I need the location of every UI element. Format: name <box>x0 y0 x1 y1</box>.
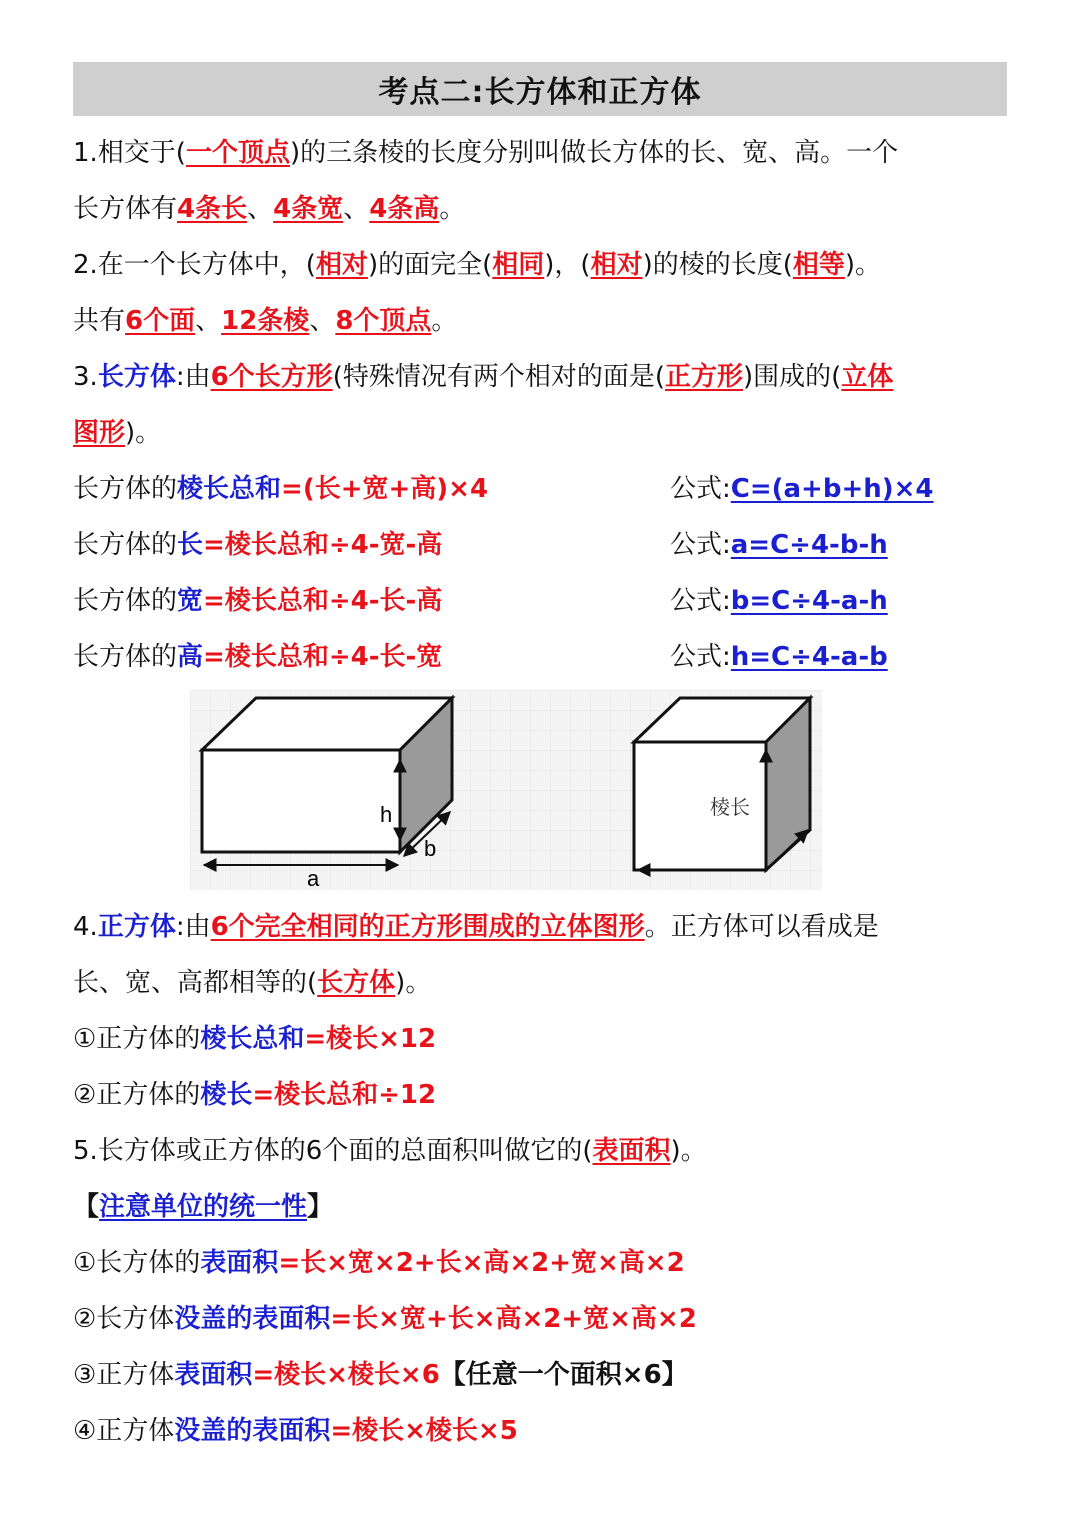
expression: 棱长总和÷4-宽-高 <box>224 530 443 560</box>
expression: 棱长总和÷4-长-宽 <box>224 642 443 672</box>
text: = <box>281 474 303 504</box>
term: 棱长总和 <box>177 474 282 504</box>
text: 共有 <box>73 306 126 336</box>
text: 长、宽、高都相等的( <box>73 968 318 998</box>
answer-surface-area: 表面积 <box>592 1136 671 1166</box>
answer: 相对 <box>315 250 368 280</box>
expression: (长+宽+高)×4 <box>302 474 489 504</box>
text: )。 <box>670 1136 707 1166</box>
section-title-text: 考点二:长方体和正方体 <box>378 75 702 110</box>
text: 长方体的 <box>73 530 178 560</box>
formula-label: 公式: <box>670 474 731 504</box>
answer: 相对 <box>590 250 643 280</box>
answer: 正方形 <box>664 362 743 392</box>
formula-text: h=C÷4-a-b <box>730 642 888 672</box>
remark: 【任意一个面积×6】 <box>439 1360 688 1390</box>
term: 表面积 <box>174 1360 253 1390</box>
text: ②正方体的 <box>73 1080 201 1110</box>
point-4-line-2 <box>73 963 431 1003</box>
answer: 相同 <box>492 250 545 280</box>
answer: 6个长方形 <box>210 362 333 392</box>
expression: 棱长总和÷12 <box>274 1080 437 1110</box>
text: = <box>203 530 225 560</box>
answer-length-count: 4条长 <box>177 194 248 224</box>
answer-width-count: 4条宽 <box>273 194 344 224</box>
answer: 图形 <box>73 418 126 448</box>
point-1-line-2 <box>73 189 465 229</box>
term: 没盖的表面积 <box>174 1304 331 1334</box>
text: )的面完全( <box>367 250 493 280</box>
formula-row <box>73 581 442 621</box>
text: 。 <box>439 194 466 224</box>
bracket: 【 <box>73 1192 100 1222</box>
text: 、 <box>309 306 336 336</box>
formula-row <box>73 525 442 565</box>
formula-text: b=C÷4-a-h <box>730 586 888 616</box>
text: 2.在一个长方体中，( <box>73 250 316 280</box>
label-a: a <box>307 866 320 890</box>
bracket: 】 <box>307 1192 334 1222</box>
term: 棱长总和 <box>200 1024 305 1054</box>
formula-symbolic <box>670 469 934 509</box>
text: 3. <box>73 362 98 392</box>
surface-rule-4 <box>73 1411 518 1451</box>
term: 表面积 <box>200 1248 279 1278</box>
text: 。正方体可以看成是 <box>644 912 879 942</box>
expression: 棱长×棱长×5 <box>352 1416 518 1446</box>
cuboid-front-face <box>202 750 400 852</box>
text: ④正方体 <box>73 1416 175 1446</box>
formula-row <box>73 469 488 509</box>
answer: 6个面 <box>125 306 196 336</box>
text: 长方体的 <box>73 586 178 616</box>
text: (特殊情况有两个相对的面是( <box>332 362 665 392</box>
point-4-line-1 <box>73 907 879 947</box>
unit-note <box>73 1187 333 1227</box>
point-2-line-1 <box>73 245 881 285</box>
surface-rule-3 <box>73 1355 688 1395</box>
text: 长方体的 <box>73 642 178 672</box>
formula-label: 公式: <box>670 586 731 616</box>
text: )围成的( <box>743 362 842 392</box>
text: = <box>330 1304 353 1334</box>
answer-vertex: 一个顶点 <box>185 138 290 168</box>
label-h: h <box>380 802 393 827</box>
text: )，( <box>544 250 591 280</box>
term: 宽 <box>177 586 204 616</box>
point-5 <box>73 1131 707 1171</box>
term: 高 <box>177 642 204 672</box>
answer: 立体 <box>841 362 894 392</box>
text: 1.相交于( <box>73 138 186 168</box>
term: 没盖的表面积 <box>174 1416 331 1446</box>
label-b: b <box>424 836 437 861</box>
expression: 棱长×棱长×6 <box>274 1360 440 1390</box>
expression: 长×宽×2+长×高×2+宽×高×2 <box>300 1248 685 1278</box>
point-2-line-2 <box>73 301 457 341</box>
answer: 8个顶点 <box>335 306 432 336</box>
text: = <box>304 1024 327 1054</box>
term: 长 <box>177 530 204 560</box>
text: = <box>203 586 225 616</box>
formula-label: 公式: <box>670 642 731 672</box>
term-cube: 正方体 <box>97 912 176 942</box>
point-3-line-2 <box>73 413 161 453</box>
label-edge-length: 棱长 <box>710 795 750 819</box>
answer: 长方体 <box>317 968 396 998</box>
term: 棱长 <box>200 1080 253 1110</box>
answer: 相等 <box>792 250 845 280</box>
text: ①长方体的 <box>73 1248 201 1278</box>
formula-symbolic <box>670 525 888 565</box>
text: ①正方体的 <box>73 1024 201 1054</box>
text: 长方体的 <box>73 474 178 504</box>
text: )的棱的长度( <box>642 250 793 280</box>
text: 长方体有 <box>73 194 178 224</box>
cube-edge-sum-rule <box>73 1019 436 1059</box>
text: )。 <box>395 968 432 998</box>
text: = <box>203 642 225 672</box>
answer-height-count: 4条高 <box>369 194 440 224</box>
answer: 12条棱 <box>221 306 310 336</box>
text: ③正方体 <box>73 1360 175 1390</box>
formula-symbolic <box>670 637 888 677</box>
cube-drawing <box>634 698 810 870</box>
formula-row <box>73 637 442 677</box>
text: :由 <box>175 362 211 392</box>
expression: 棱长×12 <box>326 1024 437 1054</box>
text: = <box>330 1416 353 1446</box>
note-text: 注意单位的统一性 <box>99 1192 308 1222</box>
text: = <box>252 1360 275 1390</box>
formula-symbolic <box>670 581 888 621</box>
formula-text: a=C÷4-b-h <box>730 530 888 560</box>
text: = <box>252 1080 275 1110</box>
text: 、 <box>247 194 274 224</box>
text: 5.长方体或正方体的6个面的总面积叫做它的( <box>73 1136 593 1166</box>
answer: 6个完全相同的正方形围成的立体图形 <box>210 912 645 942</box>
text: 、 <box>195 306 222 336</box>
text: 。 <box>431 306 458 336</box>
section-title <box>73 62 1007 116</box>
expression: 长×宽+长×高×2+宽×高×2 <box>352 1304 697 1334</box>
text: = <box>278 1248 301 1278</box>
text: 4. <box>73 912 98 942</box>
text: )。 <box>844 250 882 280</box>
expression: 棱长总和÷4-长-高 <box>224 586 443 616</box>
formula-text: C=(a+b+h)×4 <box>730 474 934 504</box>
text: )的三条棱的长度分别叫做长方体的长、宽、高。一个 <box>289 138 899 168</box>
text: ②长方体 <box>73 1304 175 1334</box>
text: )。 <box>125 418 162 448</box>
formula-label: 公式: <box>670 530 731 560</box>
surface-rule-1 <box>73 1243 685 1283</box>
cuboid-cube-figure <box>190 690 822 890</box>
text: 、 <box>343 194 370 224</box>
surface-rule-2 <box>73 1299 697 1339</box>
point-1-line-1 <box>73 133 898 173</box>
term-cuboid: 长方体 <box>97 362 176 392</box>
cube-edge-rule <box>73 1075 436 1115</box>
text: :由 <box>175 912 211 942</box>
point-3-line-1 <box>73 357 893 397</box>
